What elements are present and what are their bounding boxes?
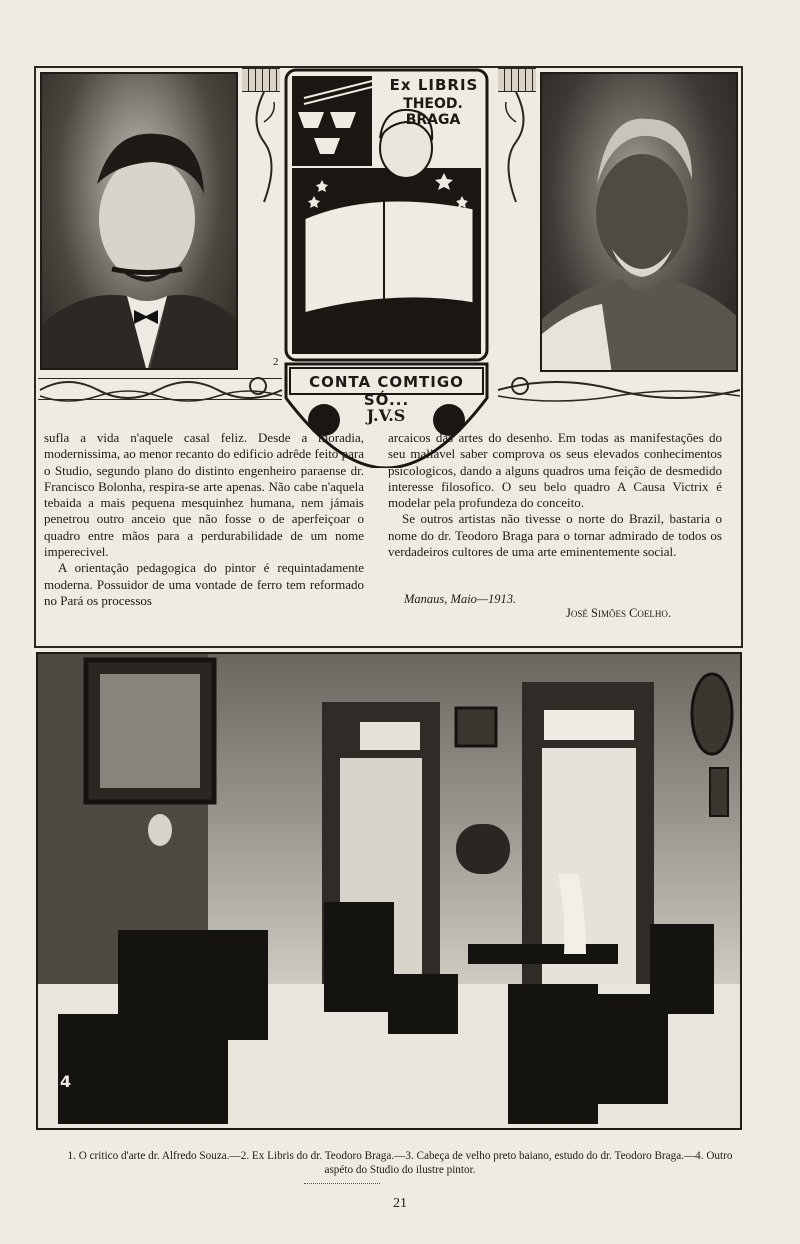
caption-rule	[304, 1183, 380, 1184]
ornament-scroll-left	[38, 372, 284, 408]
figure-number-4: 4	[60, 1072, 72, 1091]
ornament-top-right	[498, 68, 536, 92]
article-right-paragraph-2: Se outros artistas não tivesse o norte do Brazil, bastaria o nome do dr. Teodoro Braga para o tornar admirado de todos os verdadeiros cultores de uma arte eminentemente social.	[388, 511, 722, 560]
ornament-vine-left	[244, 92, 284, 212]
signoff-author: José Simões Coelho.	[566, 606, 672, 620]
figure-number-2: 2	[273, 356, 279, 368]
article-left-paragraph-1: sufla a vida n'aquele casal feliz. Desde a moradia, modernissima, ao menor recanto do edificio adrêde feito para o Studio, segundo plano do distinto engenheiro paraense dr. Francisco Bolonha, respira-se arte apenas. Não cabe n'aquela tebaida a mais pequena mesquinhez humana, nem jámais penetrou outro anceio que não fosse o de aperfeiçoar o quadro entre mãos para a perdurabilidade de um nome imperecivel.	[44, 430, 364, 560]
figure-number-3: 3	[544, 356, 550, 368]
portrait-figure-3	[542, 74, 738, 372]
ornament-scroll-right	[496, 372, 742, 408]
article-right-paragraph-1: arcaicos das artes do desenho. Em todas as manifestações do seu maliavel saber comprova os seus elevados conhecimentos psicologicos, dando a alguns quadros uma feição de desmedido interesse filosofico. O seu belo quadro A Causa Victrix é modelar pela profundeza do conceito.	[388, 430, 722, 511]
article-left-paragraph-2: A orientação pedagogica do pintor é requintadamente moderna. Possuidor de uma vontade de ferro tem reformado no Pará os processos	[44, 560, 364, 608]
portrait-photo-old-man	[540, 72, 738, 372]
portrait-photo-critic	[40, 72, 238, 370]
ex-libris-title-2: THEOD. BRAGA	[403, 96, 463, 128]
figure-caption: 1. O critico d'arte dr. Alfredo Souza.—2. Ex Libris do dr. Teodoro Braga.—3. Cabeça de velho preto baiano, estudo do dr. Teodoro Braga.—4. Outro aspéto do Studio do ilustre pintor.	[67, 1150, 733, 1176]
studio-interior-photo	[36, 652, 742, 1130]
page-number: 21	[393, 1196, 407, 1211]
ornament-top-left	[242, 68, 280, 92]
ex-libris-motto: CONTA COMTIGO SÓ...	[309, 373, 464, 409]
signoff-place-date: Manaus, Maio—1913.	[404, 592, 517, 606]
portrait-figure-1	[42, 74, 238, 370]
ex-libris-plate	[284, 68, 489, 468]
article-column-right	[388, 430, 722, 560]
ex-libris-monogram: J.V.S	[366, 406, 406, 425]
ornament-vine-right	[496, 92, 536, 212]
ex-libris-title-1: Ex LIBRIS	[389, 76, 479, 94]
studio-interior-scene	[38, 654, 742, 1130]
article-column-left	[44, 430, 364, 609]
